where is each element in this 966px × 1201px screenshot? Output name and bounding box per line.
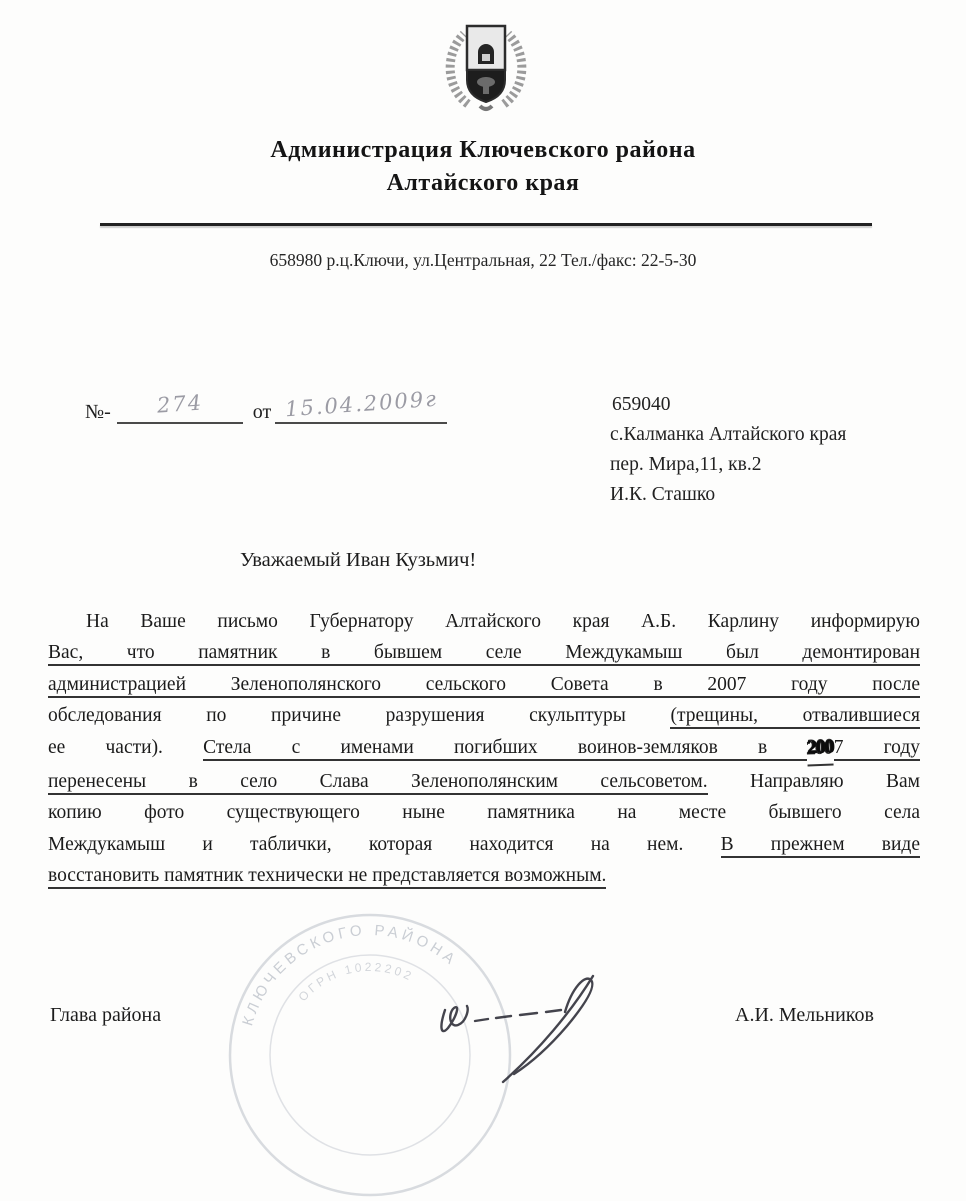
ref-number-handwritten: 274: [155, 390, 204, 418]
body-line: [48, 606, 920, 637]
letterhead-divider: [100, 223, 872, 226]
body-text: На Ваше письмо Губернатору Алтайского края А.Б. Карлину информирую: [86, 611, 920, 632]
body-text-underlined: перенесены в село Слава Зеленополянским сельсоветом.: [48, 771, 708, 795]
body-text-underlined: 7 году: [834, 737, 920, 761]
salutation: Уважаемый Иван Кузьмич!: [240, 549, 477, 571]
body-text-underlined: Вас, что памятник в бывшем селе Междукамыш был демонтирован: [48, 642, 920, 666]
body-text-underlined: администрацией Зеленополянского сельского Совета в 2007 году после: [48, 674, 920, 698]
body-line: [48, 637, 920, 668]
body-text: Междукамыш и таблички, которая находится на нем.: [48, 833, 721, 855]
stamp-ring-text: КЛЮЧЕВСКОГО РАЙОНА: [239, 921, 461, 1028]
body-line: [48, 732, 920, 766]
body-line: [48, 700, 920, 731]
body-line: [48, 797, 920, 828]
body-text: обследования по причине разрушения скульптуры: [48, 705, 671, 727]
stamp-inner-text: ОГРН 1022202: [295, 959, 417, 1005]
body-line: [48, 669, 920, 700]
body-text-underlined: Стела с именами погибших воинов-земляков в: [203, 737, 807, 761]
recipient-address-line1: с.Калманка Алтайского края: [610, 424, 847, 445]
org-name-line1: Администрация Ключевского района: [270, 137, 696, 163]
ref-number-blank: [117, 392, 243, 424]
ref-number-label: №-: [85, 401, 111, 423]
signatory-name: А.И. Мельников: [735, 1004, 874, 1026]
recipient-block: [610, 390, 846, 510]
body-text-underlined: восстановить памятник технически не представляется возможным.: [48, 865, 606, 889]
recipient-address-line2: пер. Мира,11, кв.2: [610, 454, 762, 475]
ref-date-handwritten: 15.04.2009г: [284, 386, 439, 422]
body-line: [48, 829, 920, 860]
signature-stroke: [415, 950, 655, 1110]
letterhead-address: 658980 р.ц.Ключи, ул.Центральная, 22 Тел./факс: 22-5-30: [269, 250, 697, 270]
ref-date-blank: [275, 386, 447, 424]
body-text-underlined: В прежнем виде: [721, 834, 920, 858]
body-text: Направляю Вам: [707, 771, 920, 793]
body-text: ее части).: [48, 736, 204, 758]
letterhead-title: [0, 134, 966, 200]
svg-text:ОГРН 1022202: [296, 960, 417, 1004]
body-paragraph: [48, 606, 920, 892]
body-text-underlined: 200: [807, 731, 834, 766]
body-text-underlined: (трещины, отвалившиеся: [670, 705, 920, 729]
ref-from-label: от: [252, 401, 272, 423]
altai-krai-coat-of-arms-icon: [436, 14, 536, 114]
body-text: копию фото существующего ныне памятника на месте бывшего села: [48, 802, 920, 824]
ref-row: [85, 386, 447, 424]
signatory-position: Глава района: [50, 1004, 162, 1026]
body-line: [48, 766, 920, 797]
recipient-postal-code: 659040: [612, 394, 671, 415]
org-name-line2: Алтайского края: [386, 170, 580, 196]
recipient-name: И.К. Сташко: [610, 484, 716, 505]
